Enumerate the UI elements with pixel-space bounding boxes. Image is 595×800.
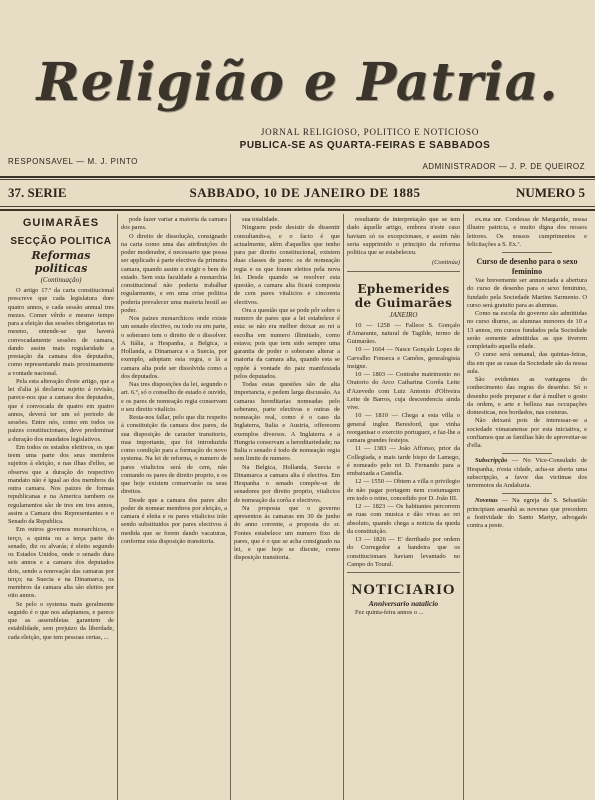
column-1 — [8, 216, 114, 800]
ephemeris-entry: 11 — 1383 — João Affonso, prior da Collegiada, e mais tarde bispo de Lamego, é nomeado pelo rei D. Fernando para a embaixada a Castella. — [347, 445, 460, 477]
column-divider — [463, 214, 464, 800]
continuation-note: (Continúa) — [431, 259, 460, 267]
paragraph: Vae brevemente ser annunciada a abertura do curso de desenho para o sexo feminino, fundado pela Sociedade Martins Sarmento. O curso será gratuito para as alumnas. — [467, 277, 587, 309]
masthead-title: Religião e Patria. — [36, 52, 559, 113]
courses-title: Curso de desenho para o sexo feminino — [476, 257, 578, 276]
paragraph: Fez quinta-feira annos o ... — [355, 609, 424, 616]
paragraph: Como na escola do governo são admittidas no curso diurno, as alumnas menores de 10 a 13 annos, em cursos fundados pela Sociedade serão somente admittidas as que tiverem completado aquella edade. — [467, 310, 587, 350]
ephemeris-entry: 13 — 1826 — E' derribado por ordem do Corregedor a bandeira que os constitucionaes haviam levantado no Campo do Toural. — [347, 536, 460, 568]
divider — [502, 252, 552, 253]
ephemeris-entry: 10 — 1810 — Chega a esta villa o general inglez Beresford, que vinha reorganisar o exercito portuguez, e faz-lhe a camara grandes festejos. — [347, 412, 460, 444]
header-rule-bottom — [0, 206, 595, 207]
novenas-notice: Novenas — Na egreja de S. Sebastião principiam amanhã as novenas que precedem a festividade do Santo Martyr, advogado contra a peste. — [467, 497, 587, 529]
ephemeris-entry: 10 — 1664 — Nasce Gonçalo Lopes de Carvalho Fonseca e Camões, genealogista insigne. — [347, 346, 460, 370]
ephemeris-entry: 10 — 1258 — Fallece S. Gonçalo d'Amarante, natural de Tagilde, termo de Guimarães. — [347, 321, 460, 345]
article-subtitle: (Continuação) — [40, 276, 82, 284]
responsible-editor: RESPONSAVEL — M. J. PINTO — [8, 157, 138, 166]
header-rule-top — [0, 176, 595, 178]
paragraph: São evidentes as vantagens do conhecimento das regras do desenho. Só o desenho pode preparar e dar á mulher o gosto da ordem, e arte e belleza nas occupações domesticas, nos bordados, nas costuras. — [467, 376, 587, 416]
novenas-text: Na egreja de S. Sebastião principiam amanhã as novenas que precedem a festividade do Santo Martyr, advogado contra a peste. — [467, 497, 587, 529]
administrator: ADMINISTRADOR — J. P. DE QUEIROZ — [422, 162, 585, 171]
section-heading-guimaraes: GUIMARÃES — [22, 217, 100, 229]
ephemerides-month: JANEIRO — [389, 310, 418, 319]
section-politica-heading: SECÇÃO POLITICA — [10, 236, 112, 247]
header-rule-top-inner — [0, 179, 595, 180]
paragraph: Nos paizes monarchicos onde existe um senado electivo, ou todo ou em parte, o soberano tem o direito de o dissolver. A Itália, a Hespanha, a Belgica, a Hollanda, a Dinamarca e a Suecia, por exemplo, adoptam esta regra, e lá a camara alta pode ser dissolvida como a dos deputados. — [121, 315, 227, 380]
ephemeris-entry: 12 — 1550 — Obtem a villa o privilegio de não pagar portagem nem costumagem em todo o reino, concedido por D. João III. — [347, 478, 460, 502]
column-divider — [117, 214, 118, 800]
divider — [502, 453, 552, 454]
paragraph: Não deixará pois de interessar-se a sociedade vimaranense por esta iniciativa, e confiamos que as familias hão de aproveitar-se d'ella. — [467, 417, 587, 449]
paragraph: Na proposta que o governo apresentou ás camaras em 30 de junho do anno corrente, a proposta do sr. Fontes estabelece um numero fixo de pares, que é o que se acha consignado na lei, e que hoje se discute, como disposição transitoria. — [234, 504, 340, 562]
paragraph: pode fazer variar a maioria da camara dos pares. — [121, 216, 227, 232]
paragraph: Em outros governos monarchicos, o terço, a quinta ou a terça parte do senado, diz os alvarás; é eleito segundo os Estados Unidos, onde o senado dura seis annos e a camara dos deputados dois, sendo a renovação das camaras por terço; na Suecia e na Dinamarca, os membros da camara alta são eleitos por oito annos. — [8, 526, 114, 600]
ephemerides-title: Ephemerides de Guimarães — [354, 281, 453, 310]
subscription-title: Subscripção — [475, 457, 508, 465]
issue-number: NUMERO 5 — [516, 185, 585, 200]
novenas-title: Novenas — [475, 497, 498, 505]
paragraph: Pela esta alteração d'este artigo, que a lei d'alia já declarou sujeito á revisão, parece-nos que a camara dos deputados, que é convocada de quatro em quatro annos, deverá ter um só periodo de sessões. Entre nós, como em todos os paizes constitucionaes, deve predominar a duração dos mandatos legislativos. — [8, 377, 114, 443]
paragraph: Ora a questão que se pode pôr sobre o numero de pares que a lei estabelece é esta: se não era melhor deixar ao rei a escolha em numero illimitado, como estava; pois que tem sido sempre uma garantia de poder o soberano alterar a maioria da camara alta, quando esta se oppõe á vontade do paiz manifestada pelos deputados. — [234, 306, 340, 380]
paragraph: Em todos os estados eleitivos, os que teem uma parte dos seus membros sujeitos á eleição, e nas ilhas d'elles, se observa que a duração do respectivo mandato não é igual ao dos membros da outra camara. Nos paizes de formas republicanas e na America tambem os regulamentos são de tres em tres annos, assim a Camara dos Representantes e o Senado da Republica. — [8, 443, 114, 525]
column-3 — [234, 216, 340, 800]
paragraph: sua totalidade. — [242, 216, 279, 223]
paragraph: O artigo 17.º da carta constitucional prescreve que cada legislatura dure quatro annos, e cada sessão annual tres mezes. Comer vêrdo e mesmo tempo para a eleição das sessões obrigatorias no mesmo, entende-se que haverá convocadamente sessões de camara, dando assim mais regularidade a prestação da camara dos deputados, como representando mais proximamente a vontade nacional. — [8, 287, 114, 377]
issue-date: SABBADO, 10 DE JANEIRO DE 1885 — [189, 185, 421, 200]
divider — [502, 493, 552, 494]
announcement-title: Anniversario natalicio — [368, 599, 439, 608]
column-5 — [467, 216, 587, 800]
column-2 — [121, 216, 227, 800]
masthead-subtitle: JORNAL RELIGIOSO, POLITICO E NOTICIOSO — [260, 127, 480, 137]
noticiario-heading: NOTICIARIO — [351, 582, 456, 598]
column-divider — [343, 214, 344, 800]
header-rule-bottom-thick — [0, 209, 595, 211]
ephemeris-entry: 10 — 1803 — Contrahe matrimonio no Oratorio do Arco Catharina Corrêa Leite d'Azevedo com Luiz Antonio d'Oliveira Leite de Barros, cuja descendencia ainda vive. — [347, 371, 460, 411]
article-title: Reformas politicas — [31, 249, 91, 275]
paragraph: Ninguem pode desistir de dissentir consultando-a, e o facto é que actualmente, além d'aquelles que tenho para par direito constitucional, existem duas classes de pares: os de nomeação regia e os que foram eleitos pela nova lei. Desde quando se resolver esta questão, a camara alta ficará composta de cem pares vitalicios e cincoenta electivos. — [234, 224, 340, 306]
column-divider — [230, 214, 231, 800]
divider — [347, 572, 460, 573]
ephemeris-entry: 12 — 1823 — Os habitantes percorrem as ruas com musica e dão vivas ao rei absoluto, quando chega a noticia da queda da constituição. — [347, 503, 460, 535]
paragraph: Resta-nos fallar, pelo que diz respeito á constituição da camara dos pares, da sua disposição de caracter transitorio, mas importante, que foi introduzida como condição para a formação do novo systema. Na lei de reforma, o numero de pares vitalicios será de cem, não contando os pares de direito proprio, e os que hoje existem conservarão os seus direitos. — [121, 414, 227, 496]
paragraph: O direito de dissolução, consignado na carta como uma das attribuições do poder moderador, é necessario que possa ser applicado á parte electiva da primeira camara, quando assim o exigir o bem do estado. Sem esta faculdade a monarchia constitucional não poderia trabalhar regularmente, e em uma crise politica poderia prevalecer uma maioria hostil ao poder. — [121, 232, 227, 314]
paragraph: Desde que a camara dos pares alto poder de nomear membros por eleição, a camara é eleita e os pares vitalicios irão sendo substituidos por pares electivos á medida que se forem dando vacaturas, conforme esta disposição transitoria. — [121, 496, 227, 545]
series-label: 37. SERIE — [8, 185, 67, 200]
paragraph: O curso será semanal, das quintas-feiras, dia em que as casas da Sociedade são da nossa aula. — [467, 351, 587, 375]
paragraph: Todas estas questões são de alta importancia, e pedem larga discussão. As camaras hereditarias nomeadas pelo soberano, parte electivas e outras de nomeação real, como é o caso da Inglaterra, Italia e Austria, offerecem exemplos diversos. A Inglaterra e a Hungria conservam a hereditariedade; na Italia o senado é todo de nomeação regia sem limite de numero. — [234, 381, 340, 463]
column-4 — [347, 216, 460, 800]
paragraph: resultante de interpretação que se tem dado áquelle artigo, embora n'este caso haviam só os excepcionaes, e assim não seria supprimido o principio da reforma politica que se estabeleceu. — [347, 216, 460, 256]
publication-days: PUBLICA-SE AS QUARTA-FEIRAS E SABBADOS — [239, 140, 491, 151]
paragraph: Nas tres disposições da lei, segundo o art. 6.º, só o conselho de estado é ouvido, e os pares de nomeação regia conservam o seu direito vitalicio. — [121, 381, 227, 413]
divider — [347, 271, 460, 272]
subscription-notice: Subscripção — No Vice-Consulado de Hespanha, n'esta cidade, acha-se aberta uma subscripção, a favor das victimas dos terremotos da Andaluzia. — [467, 457, 587, 489]
paragraph: ex.ma snr. Condessa de Margaride, nossa illustre patricia, e muito digna dos nossos leitores. Os nossos cumprimentos e felicitações a S. Ex.ª. — [467, 216, 587, 248]
paragraph: Se pelo o systema mais geralmente seguido é o que nos adaptamos, e parece que as assembleias garantem de estabilidade, sem prejuizo da liberdade, cada eleição, que tem pessoas certas, ... — [8, 600, 114, 641]
paragraph: Na Belgica, Hollanda, Suecia e Dinamarca a camara alta é electiva. Em Hespanha o senado compõe-se de senadores por direito proprio, vitalicios de nomeação da corôa e electivos. — [234, 463, 340, 504]
subscription-text: No Vice-Consulado de Hespanha, n'esta cidade, acha-se aberta uma subscripção, a favor das victimas dos terremotos da Andaluzia. — [467, 457, 587, 489]
